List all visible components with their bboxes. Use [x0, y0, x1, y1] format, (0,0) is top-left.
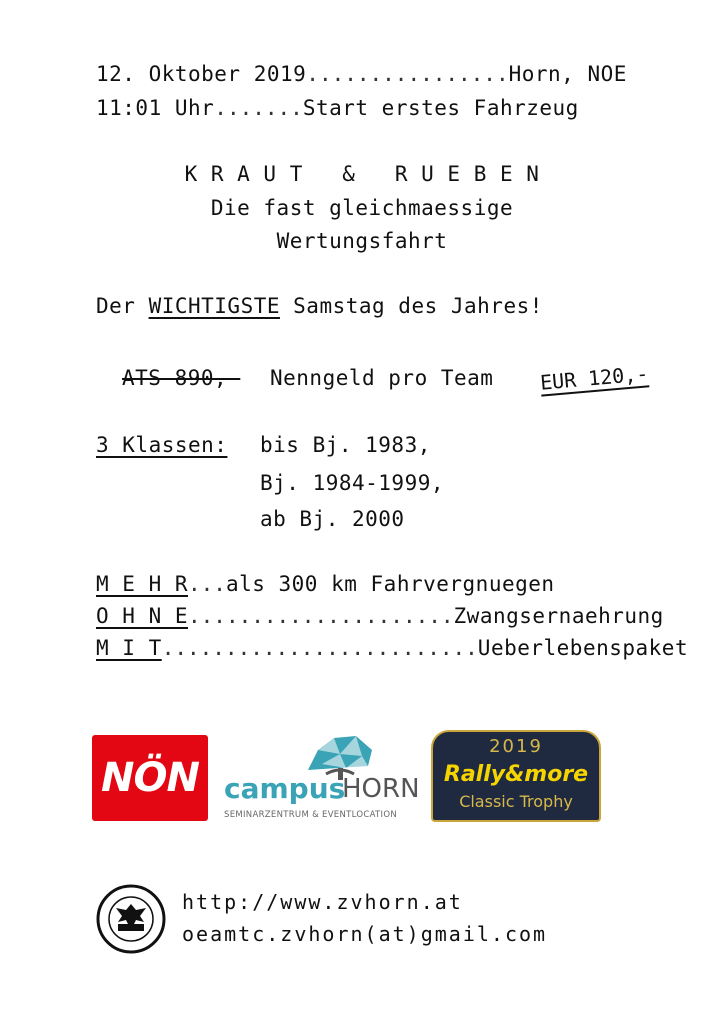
- feature-key: M I T: [96, 636, 162, 660]
- campus-horn-logo: [222, 730, 418, 826]
- feature-dots: .....................: [188, 604, 454, 628]
- rally-trophy: Classic Trophy: [459, 792, 573, 811]
- class-item: bis Bj. 1983,: [260, 433, 431, 457]
- feature-key: M E H R: [96, 572, 189, 596]
- tagline-post: Samstag des Jahres!: [280, 294, 543, 318]
- event-subtitle-1: Die fast gleichmaessige: [210, 196, 514, 220]
- event-title: K R A U T & R U E B E N: [184, 162, 540, 186]
- fee-label: Nenngeld pro Team: [270, 366, 494, 390]
- feature-value: Zwangsernaehrung: [453, 604, 664, 628]
- campus-subtitle: SEMINARZENTRUM & EVENTLOCATION: [224, 810, 397, 820]
- noen-logo: NÖN: [92, 735, 208, 821]
- event-subtitle-2: Wertungsfahrt: [276, 229, 448, 253]
- feature-row: [96, 636, 688, 660]
- email-address: oeamtc.zvhorn(at)gmail.com: [182, 922, 548, 946]
- rally-name: Rally&more: [443, 762, 589, 787]
- rally-and-more-logo: [431, 730, 601, 822]
- rally-year: 2019: [489, 736, 543, 757]
- old-fee: ATS 890,-: [122, 366, 241, 390]
- feature-row: [96, 572, 555, 596]
- feature-value: Ueberlebenspaket: [477, 636, 689, 660]
- class-item: ab Bj. 2000: [260, 507, 405, 531]
- date-leader-dots: ................: [306, 62, 509, 86]
- start-text: Start erstes Fahrzeug: [302, 96, 579, 120]
- feature-value: als 300 km Fahrvergnuegen: [225, 572, 555, 596]
- feature-key: O H N E: [96, 604, 189, 628]
- time-line: [96, 96, 579, 120]
- eagle-emblem-icon: [96, 884, 166, 954]
- campus-name: campus: [224, 772, 346, 805]
- feature-dots: .........................: [161, 636, 478, 660]
- feature-dots: ...: [188, 572, 226, 596]
- time-text: 11:01 Uhr: [96, 96, 215, 120]
- website-link[interactable]: http://www.zvhorn.at: [182, 890, 463, 914]
- time-leader-dots: .......: [214, 96, 303, 120]
- tagline-pre: Der: [96, 294, 149, 318]
- new-fee: EUR 120,-: [539, 361, 650, 395]
- feature-row: [96, 604, 664, 628]
- classes-label: 3 Klassen:: [96, 433, 228, 457]
- oamtc-emblem: [96, 884, 166, 954]
- tagline-highlight: WICHTIGSTE: [148, 294, 281, 318]
- date-line: [96, 62, 627, 86]
- tagline: [96, 294, 543, 318]
- date-text: 12. Oktober 2019: [96, 62, 307, 86]
- class-item: Bj. 1984-1999,: [260, 471, 445, 495]
- location-text: Horn, NOE: [508, 62, 627, 86]
- campus-horn-text: HORN: [342, 774, 420, 804]
